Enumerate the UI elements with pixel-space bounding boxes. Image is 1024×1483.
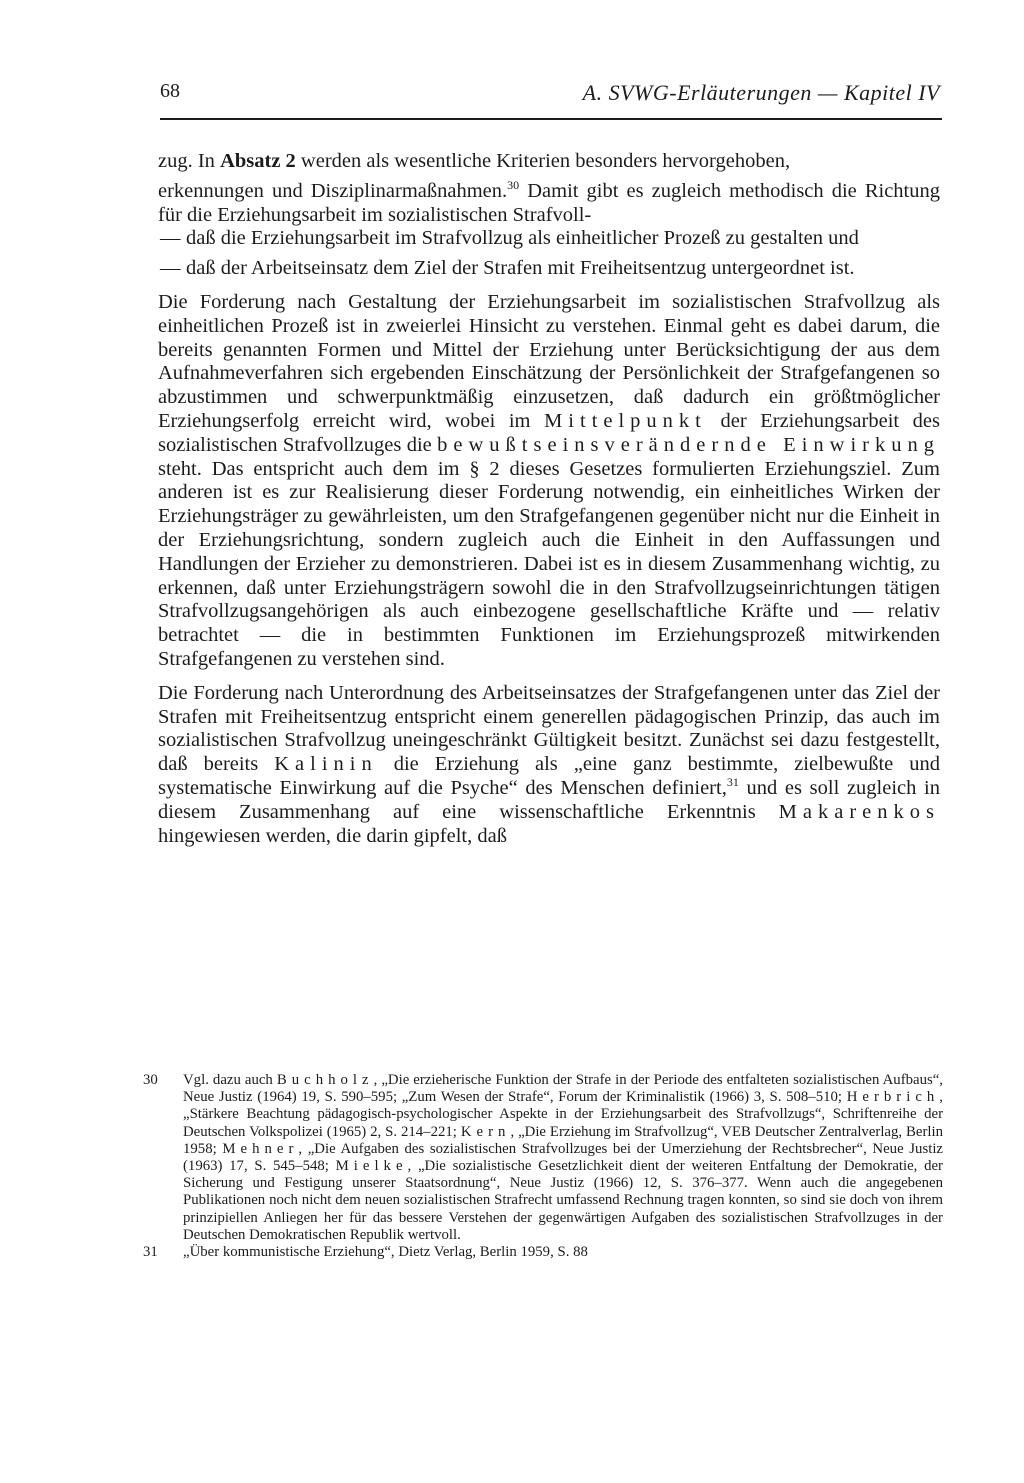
text-run: steht. Das entspricht auch dem im § 2 dieses Gesetzes formulierten Erziehungsziel. Zum anderen ist es zur Realisierung dieser Forderung notwendig, ein einheitliches Wirken der Erziehungsträger zu gewährleisten, um den Strafgefangenen gegenüber nicht nur die Einheit in der Erziehungsrichtung, sondern zugleich auch die Einheit in den Auffassungen und Handlungen der Erzieher zu demonstrieren. Dabei ist es in diesem Zusammenhang wichtig, zu erkennen, daß unter Erziehungsträgern sowohl die in den Strafvollzugseinrichtungen tätigen Strafvollzugsangehörigen als auch einbezogene gesellschaftliche Kräfte und — relativ betrachtet — die in bestimmten Funktionen im Erziehungsprozeß mitwirkenden Strafgefangenen zu verstehen sind.: [158, 457, 940, 670]
text-run: Die Forderung nach Gestaltung der Erziehungsarbeit im sozialistischen Strafvollzug als einheitlichen Prozeß ist in zweierlei Hinsicht zu verstehen. Einmal geht es dabei darum, die bereits genannten Formen und Mittel der Erziehung unter Berücksichtigung der aus dem Aufnahmeverfahren sich ergebenden Einschätzung der Persönlichkeit der Strafgefangenen so abzustimmen und schwerpunktmäßig einzusetzen, daß dadurch ein größtmöglicher Erziehungserfolg erreicht wird, wobei im: [158, 290, 940, 432]
text-run: zug. In: [158, 150, 221, 172]
page-number: 68: [160, 80, 180, 102]
author-name: Herbrich: [846, 1089, 940, 1106]
text-run: der Erziehungsarbeit des sozialistischen Strafvollzuges die: [158, 409, 941, 456]
text-run: , „Die Aufgaben des sozialistischen Strafvollzuges bei der Umerziehung der Rechtsbrecher“, Neue Justiz (1963) 17, S. 545–548;: [183, 1140, 943, 1175]
running-head: A. SVWG-Erläuterungen — Kapitel IV: [582, 80, 940, 105]
text-run: , „Die erzieherische Funktion der Strafe in der Periode des entfalteten sozialistischen Aufbaus“, Neue Justiz (1964) 19, S. 590–595; „Zum Wesen der Strafe“, Forum der Kriminalistik (1966) 3, S. 508–510;: [183, 1072, 944, 1106]
text-run: Vgl. dazu auch: [183, 1072, 277, 1088]
text-run: werden als wesentliche Kriterien besonders hervorgehoben,: [295, 150, 791, 172]
text-run: und es soll zugleich in diesem Zusammenhang auf eine wissenschaftliche Erkenntnis: [158, 776, 940, 823]
main-text: [158, 150, 940, 848]
footnote-30: [143, 1072, 943, 1244]
text-run: erkennungen und Disziplinarmaßnahmen.: [158, 179, 508, 202]
emphasis-spaced: Kalinin: [274, 753, 378, 776]
emphasis-spaced: bewußtseinsverändernde Einwirkung: [437, 433, 940, 456]
footnote-ref-31: 31: [726, 774, 739, 789]
author-name: Buchholz: [276, 1072, 374, 1088]
paragraph-methodik: [158, 177, 940, 228]
dash-bullet: —: [160, 227, 181, 250]
page-header: [160, 80, 940, 120]
emphasis-spaced: Makarenkos: [778, 800, 940, 823]
text-run: „Über kommunistische Erziehung“, Dietz Verlag, Berlin 1959, S. 88: [183, 1244, 588, 1261]
list-item: [158, 227, 940, 251]
author-name: Kern: [460, 1123, 511, 1140]
dash-bullet: —: [160, 257, 181, 280]
list-item-text: daß die Erziehungsarbeit im Strafvollzug als einheitlicher Prozeß zu gestalten und: [186, 227, 859, 250]
header-rule: [160, 118, 942, 120]
text-run: Damit gibt es zugleich methodisch die Richtung für die Erziehungsarbeit im sozialistischen Strafvoll-: [158, 179, 940, 226]
text-run: Die Forderung nach Unterordnung des Arbeitseinsatzes der Strafgefangenen unter das Ziel der Strafen mit Freiheitsentzug entspricht einem generellen pädagogischen Prinzip, das auch im sozialistischen Strafvollzug uneingeschränkt Gültigkeit besitzt. Zunächst sei dazu festgestellt, daß bereits: [158, 681, 940, 776]
list-item-text: daß der Arbeitseinsatz dem Ziel der Strafen mit Freiheitsentzug untergeordnet ist.: [186, 257, 855, 280]
footnote-number: 31: [143, 1244, 158, 1261]
footnote-ref-30: 30: [507, 177, 520, 192]
text-run: die Erziehung als „eine ganz bestimmte, zielbewußte und systematische Einwirkung auf die Psyche“ des Menschen definiert,: [158, 753, 940, 799]
footnote-31: [143, 1244, 943, 1261]
author-name: Mielke: [335, 1158, 408, 1175]
footnotes: [143, 1072, 943, 1261]
list-item: [158, 257, 940, 281]
text-run: , „Die Erziehung im Strafvollzug“, VEB Deutscher Zentralverlag, Berlin 1958;: [183, 1123, 944, 1157]
paragraph-absatz-2: [158, 150, 940, 174]
text-run: , „Die sozialistische Gesetzlichkeit dient der weiteren Entfaltung der Demokratie, der Sicherung und Festigung unserer Staatsordnung“, Neue Justiz (1966) 12, S. 376–377. Wenn auch die angegebenen Publikationen noch nicht dem neuen sozialistischen Strafrecht umfassend Rechnung tragen konnten, so sind sie doch von ihrem prinzipiellen Anliegen her für das bessere Verstehen der gegenwärtigen Aufgaben des sozialistischen Strafvollzuges in der Deutschen Demokratischen Republik wertvoll.: [183, 1158, 943, 1243]
author-name: Mehner: [222, 1140, 299, 1157]
bold-term: Absatz 2: [220, 150, 296, 172]
paragraph-einheitlicher-prozess: [158, 291, 940, 672]
emphasis-spaced: Mittelpunkt: [544, 409, 707, 432]
text-run: , „Stärkere Beachtung pädagogisch-psychologischer Aspekte in der Erziehungsarbeit des Strafvollzugs“, Schriftenreihe der Deutschen Volkspolizei (1965) 2, S. 214–221;: [183, 1089, 943, 1140]
footnote-number: 30: [143, 1072, 158, 1088]
text-run: hingewiesen werden, die darin gipfelt, daß: [158, 824, 507, 847]
paragraph-unterordnung: [158, 682, 940, 849]
